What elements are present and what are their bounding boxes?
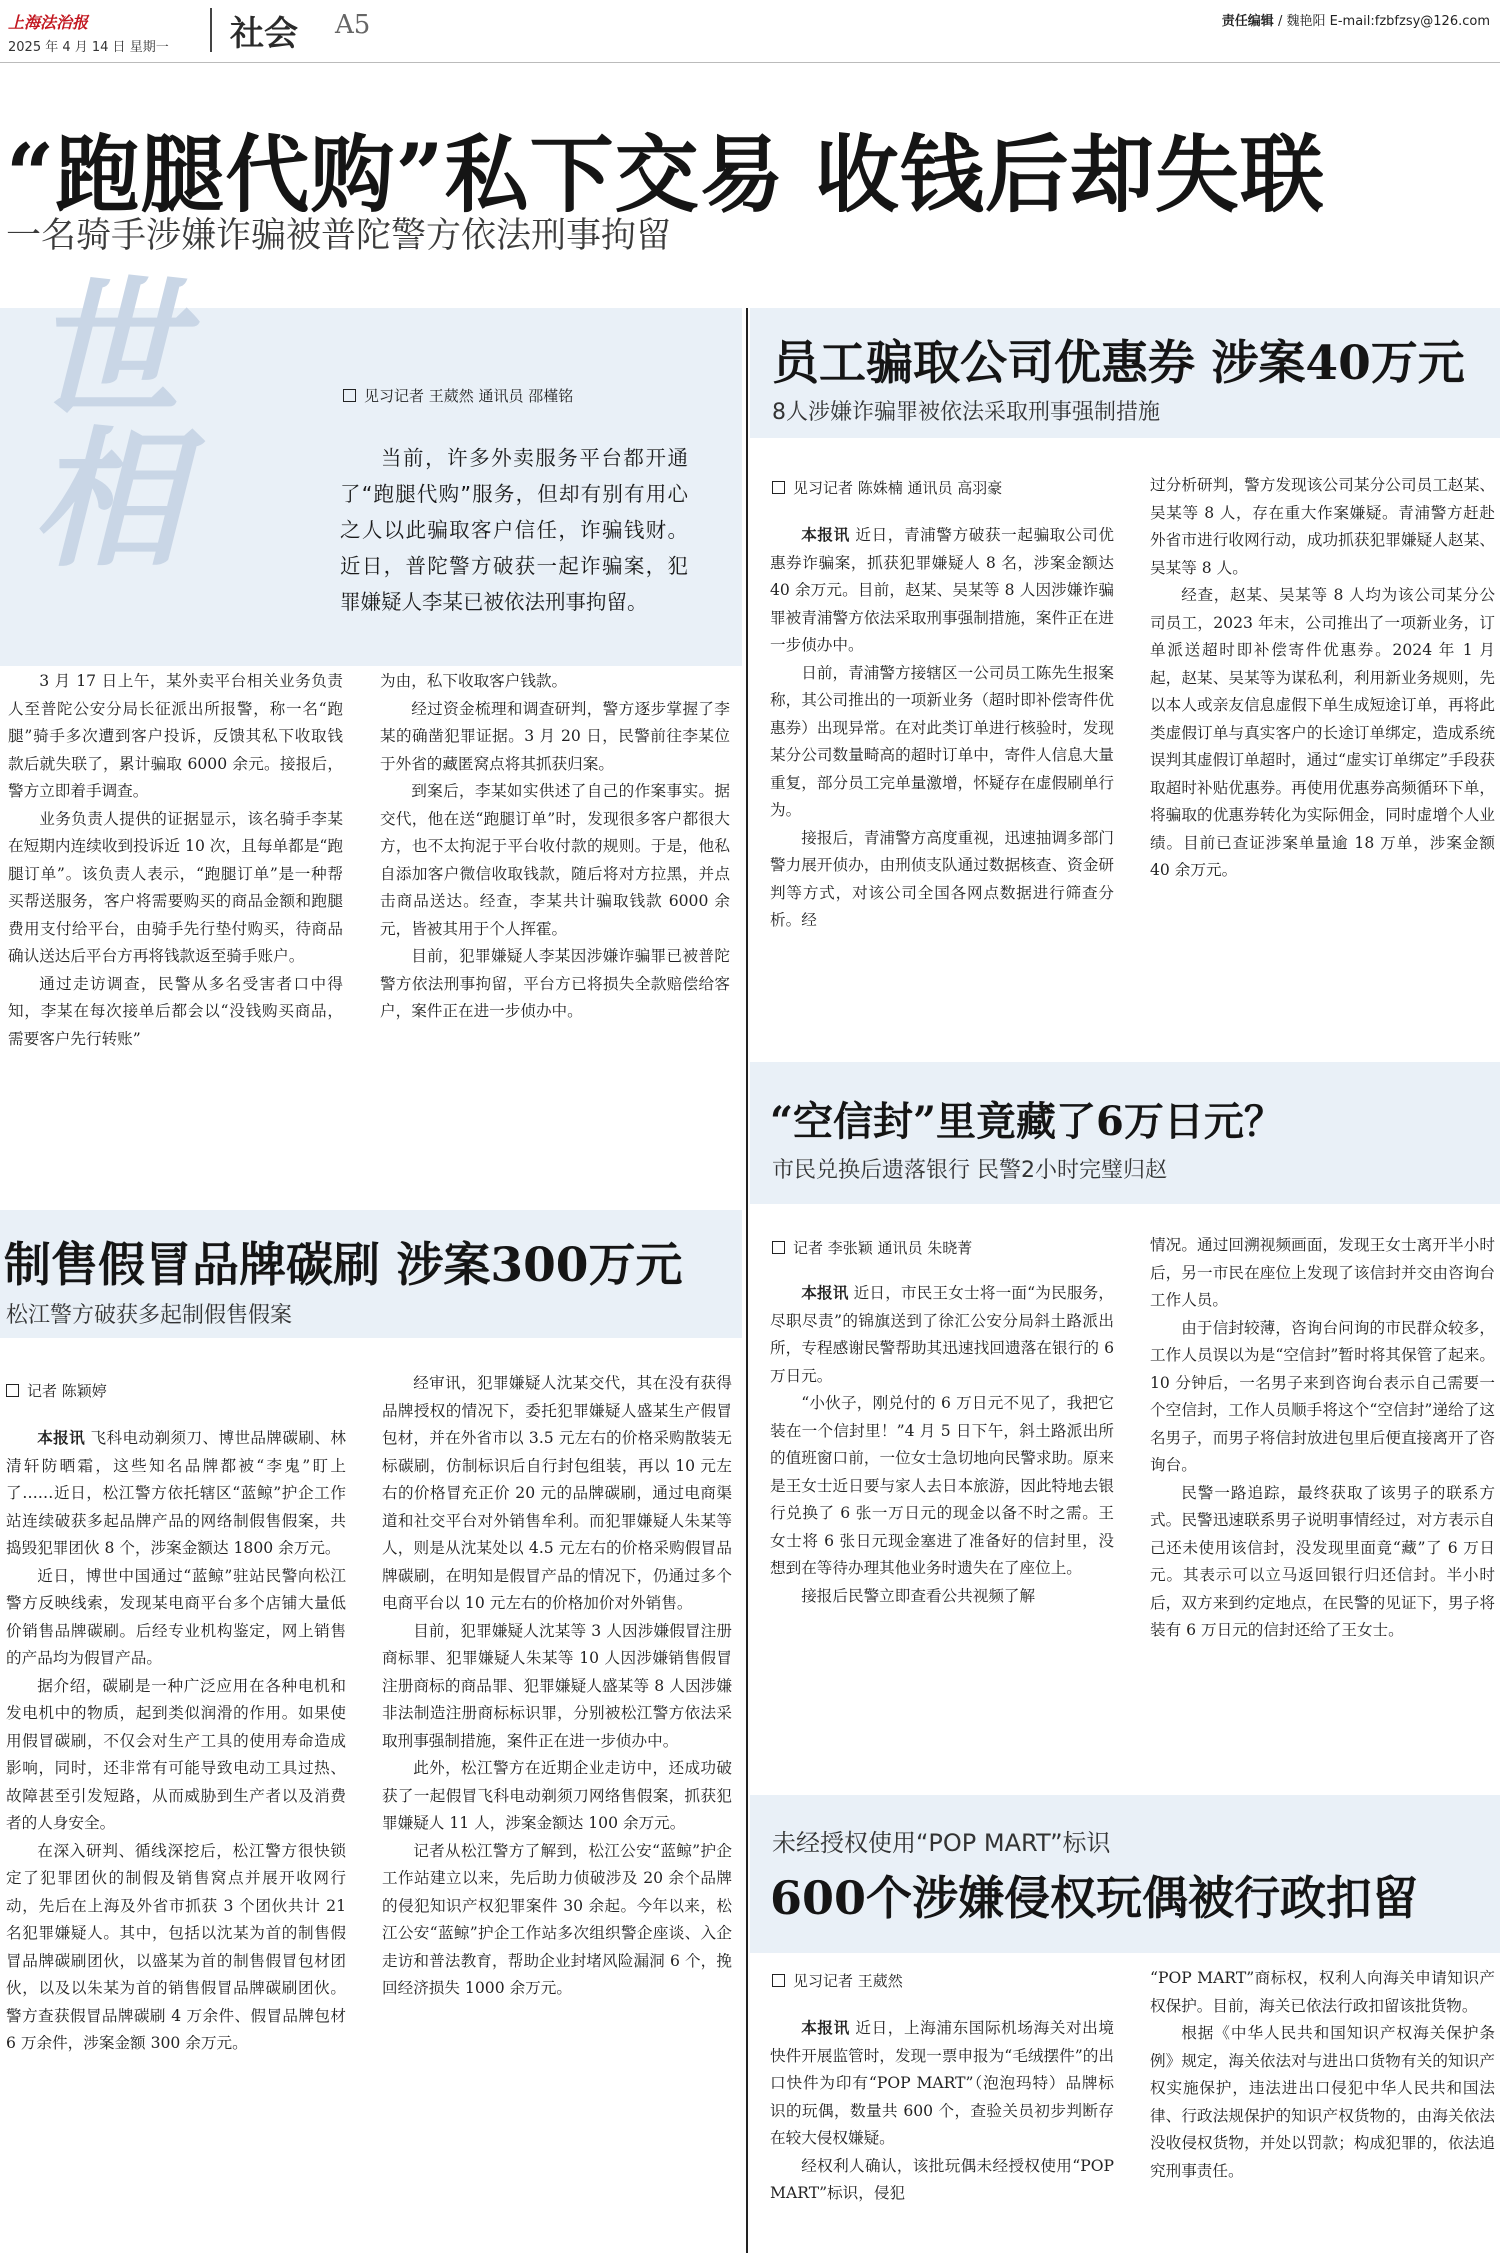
paragraph: 到案后，李某如实供述了自己的作案事实。据交代，他在送“跑腿订单”时，发现很多客户都很大方，也不太拘泥于平台收付款的规则。于是，他私自添加客户微信收取钱款，随后将对方拉黑，并点击商品送达。经查，李某共计骗取钱款 6000 余元，皆被其用于个人挥霍。 [380, 782, 730, 938]
byline-square-icon [772, 1974, 785, 1987]
paragraph: 经权利人确认，该批玩偶未经授权使用“POP MART”标识，侵犯 [770, 2156, 1114, 2202]
coupon-column-1 [770, 522, 1114, 1012]
coupon-subhead: 8人涉嫌诈骗罪被依法采取刑事强制措施 [772, 400, 1160, 425]
lead-byline: 见习记者 王葳然 通讯员 邵槿铭 [343, 385, 573, 406]
paragraph: 情况。通过回溯视频画面，发现王女士离开半小时后，另一市民在座位上发现了该信封并交由咨询台工作人员。 [1150, 1236, 1495, 1309]
paragraph: 由于信封较薄，咨询台问询的市民群众较多，工作人员误以为是“空信封”暂时将其保管了起来。10 分钟后，一名男子来到咨询台表示自己需要一个空信封，工作人员顺手将这个“空信封”递给了这名男子，而男子将信封放进包里后便直接离开了咨询台。 [1150, 1318, 1495, 1474]
column-divider [746, 308, 748, 2253]
section-name: 社会 [230, 14, 298, 54]
paragraph: 本报讯 近日，上海浦东国际机场海关对出境快件开展监管时，发现一票申报为“毛绒摆件”的出口快件为印有“POP MART”（泡泡玛特）品牌标识的玩偶，数量共 600 个，查验关员初步判断存在较大侵权嫌疑。 [770, 2019, 1114, 2147]
brushes-byline: 记者 陈颖婷 [6, 1380, 107, 1401]
paragraph: 近日，博世中国通过“蓝鲸”驻站民警向松江警方反映线索，发现某电商平台多个店铺大量低价销售品牌碳刷。后经专业机构鉴定，网上销售的产品均为假冒产品。 [6, 1566, 346, 1667]
section-watermark: 世相 [6, 270, 182, 570]
paper-name: 上海法治报 [8, 13, 89, 32]
popmart-headline: 600个涉嫌侵权玩偶被行政扣留 [770, 1871, 1419, 1925]
paragraph: 接报后民警立即查看公共视频了解 [801, 1586, 1036, 1605]
masthead-rule [0, 62, 1500, 63]
paragraph: 通过走访调查，民警从多名受害者口中得知，李某在每次接单后都会以“没钱购买商品，需要客户先行转账” [8, 974, 343, 1048]
lead-headline: “跑腿代购”私下交易 收钱后却失联 [6, 125, 1325, 224]
envelope-column-1 [770, 1280, 1114, 1750]
paragraph: 经查，赵某、吴某等 8 人均为该公司某分公司员工，2023 年末，公司推出了一项新业务，订单派送超时即补偿寄件优惠券。2024 年 1 月起，赵某、吴某等为谋私利，利用新业务规则，先以本人或亲友信息虚假下单生成短途订单，再将此类虚假订单与真实客户的长途订单绑定，造成系统误判其虚假订单超时，通过“虚实订单绑定”手段获取超时补贴优惠券。再使用优惠券高频循环下单，将骗取的优惠券转化为实际佣金，同时虚增个人业绩。目前已查证涉案单量逾 18 万单，涉案金额 40 余万元。 [1150, 586, 1495, 879]
envelope-byline: 记者 李张颖 通讯员 朱晓菁 [772, 1237, 972, 1258]
byline-square-icon [6, 1384, 19, 1397]
lead-subhead: 一名骑手涉嫌诈骗被普陀警方依法刑事拘留 [6, 216, 672, 256]
envelope-subhead: 市民兑换后遗落银行 民警2小时完璧归赵 [772, 1158, 1167, 1183]
paragraph: 民警一路追踪，最终获取了该男子的联系方式。民警迅速联系男子说明事情经过，对方表示自己还未使用该信封，没发现里面竟“藏”了 6 万日元。其表示可以立马返回银行归还信封。半小时后，双方来到约定地点，在民警的见证下，男子将装有 6 万日元的信封还给了王女士。 [1150, 1483, 1495, 1639]
paragraph: 经审讯，犯罪嫌疑人沈某交代，其在没有获得品牌授权的情况下，委托犯罪嫌疑人盛某生产假冒包材，并在外省市以 3.5 元左右的价格采购散装无标碳刷，仿制标识后自行封包组装，再以 10 元左右的价格冒充正价 20 元的品牌碳刷，通过电商渠道和社交平台对外销售牟利。而犯罪嫌疑人朱某等人，则是从沈某处以 4.5 元左右的价格采购假冒品牌碳刷，在明知是假冒产品的情况下，仍通过多个电商平台以 10 元左右的价格加价对外销售。 [382, 1374, 732, 1612]
popmart-kicker: 未经授权使用“POP MART”标识 [772, 1829, 1111, 1857]
brushes-headline: 制售假冒品牌碳刷 涉案300万元 [4, 1238, 683, 1293]
masthead-divider [210, 8, 212, 52]
paragraph: 3 月 17 日上午，某外卖平台相关业务负责人至普陀公安分局长征派出所报警，称一名“跑腿”骑手多次遭到客户投诉，反馈其私下收取钱款后就失联了，累计骗取 6000 余元。接报后，警方立即着手调查。 [8, 672, 343, 800]
popmart-column-2 [1150, 1965, 1495, 2251]
coupon-byline: 见习记者 陈姝楠 通讯员 高羽豪 [772, 477, 1002, 498]
paragraph: 过分析研判，警方发现该公司某分公司员工赵某、吴某等 8 人，存在重大作案嫌疑。青浦警方赶赴外省市进行收网行动，成功抓获犯罪嫌疑人赵某、吴某等 8 人。 [1150, 476, 1495, 577]
paragraph: 本报讯 近日，市民王女士将一面“为民服务，尽职尽责”的锦旗送到了徐汇公安分局斜土路派出所，专程感谢民警帮助其迅速找回遗落在银行的 6 万日元。 [770, 1284, 1114, 1385]
paragraph: 为由，私下收取客户钱款。 [380, 672, 568, 690]
paragraph: 日前，青浦警方接辖区一公司员工陈先生报案称，其公司推出的一项新业务（超时即补偿寄件优惠券）出现异常。在对此类订单进行核验时，发现某分公司数量畸高的超时订单中，寄件人信息大量重复，部分员工完单量激增，怀疑存在虚假刷单行为。 [770, 663, 1114, 819]
coupon-headline: 员工骗取公司优惠券 涉案40万元 [772, 336, 1465, 391]
paragraph: 记者从松江警方了解到，松江公安“蓝鲸”护企工作站建立以来，先后助力侦破涉及 20 余个品牌的侵犯知识产权犯罪案件 30 余起。今年以来，松江公安“蓝鲸”护企工作站多次组织警企座谈、入企走访和普法教育，帮助企业封堵风险漏洞 6 个，挽回经济损失 1000 余万元。 [382, 1841, 732, 1997]
byline-square-icon [772, 481, 785, 494]
lead-intro: 当前，许多外卖服务平台都开通了“跑腿代购”服务，但却有别有用心之人以此骗取客户信任，诈骗钱财。近日，普陀警方破获一起诈骗案，犯罪嫌疑人李某已被依法刑事拘留。 [340, 446, 688, 614]
paragraph: “POP MART”商标权，权利人向海关申请知识产权保护。目前，海关已依法行政扣留该批货物。 [1150, 1969, 1495, 2015]
lead-column-2 [380, 668, 730, 1148]
envelope-headline: “空信封”里竟藏了6万日元？ [770, 1098, 1284, 1145]
paragraph: 根据《中华人民共和国知识产权海关保护条例》规定，海关依法对与进出口货物有关的知识产权实施保护，违法进出口侵犯中华人民共和国法律、行政法规保护的知识产权货物的，由海关依法没收侵权货物，并处以罚款；构成犯罪的，依法追究刑事责任。 [1150, 2024, 1495, 2180]
popmart-column-1 [770, 2015, 1114, 2251]
editor-label: 责任编辑 [1221, 14, 1274, 29]
popmart-byline: 见习记者 王葳然 [772, 1970, 903, 1991]
dateline: 本报讯 [801, 1284, 849, 1302]
paragraph: 经过资金梳理和调查研判，警方逐步掌握了李某的确凿犯罪证据。3 月 20 日，民警前往李某位于外省的藏匿窝点将其抓获归案。 [380, 699, 730, 773]
byline-square-icon [343, 389, 356, 402]
brushes-column-2 [382, 1370, 732, 2251]
lead-column-1 [8, 668, 343, 1148]
paragraph: 业务负责人提供的证据显示，该名骑手李某在短期内连续收到投诉近 10 次，且每单都是“跑腿订单”。该负责人表示，“跑腿订单”是一种帮买帮送服务，客户将需要购买的商品金额和跑腿费用支付给平台，由骑手先行垫付购买，待商品确认送达后平台方再将钱款返至骑手账户。 [8, 809, 343, 965]
coupon-column-2 [1150, 472, 1495, 1012]
brushes-column-1 [6, 1425, 346, 2251]
envelope-column-2 [1150, 1232, 1495, 1750]
paragraph: “小伙子，刚兑付的 6 万日元不见了，我把它装在一个信封里！”4 月 5 日下午，斜土路派出所的值班窗口前，一位女士急切地向民警求助。原来是王女士近日要与家人去日本旅游，因此特地去银行兑换了 6 张一万日元的现金以备不时之需。王女士将 6 张日元现金塞进了准备好的信封里，没想到在等待办理其他业务时遗失在了座位上。 [770, 1394, 1114, 1577]
editor-email: E-mail:fzbfzsy@126.com [1329, 14, 1490, 29]
byline-square-icon [772, 1241, 785, 1254]
paragraph: 本报讯 近日，青浦警方破获一起骗取公司优惠券诈骗案，抓获犯罪嫌疑人 8 名，涉案金额达 40 余万元。目前，赵某、吴某等 8 人因涉嫌诈骗罪被青浦警方依法采取刑事强制措施，案件正在进一步侦办中。 [770, 526, 1114, 654]
dateline: 本报讯 [801, 526, 850, 544]
paragraph: 此外，松江警方在近期企业走访中，还成功破获了一起假冒飞科电动剃须刀网络售假案，抓获犯罪嫌疑人 11 人，涉案金额达 100 余万元。 [382, 1759, 732, 1832]
paragraph: 接报后，青浦警方高度重视，迅速抽调多部门警力展开侦办，由刑侦支队通过数据核查、资金研判等方式，对该公司全国各网点数据进行筛查分析。经 [770, 828, 1114, 929]
page-number: A5 [335, 10, 371, 40]
paragraph: 目前，犯罪嫌疑人沈某等 3 人因涉嫌假冒注册商标罪、犯罪嫌疑人朱某等 10 人因涉嫌销售假冒注册商标的商品罪、犯罪嫌疑人盛某等 8 人因涉嫌非法制造注册商标标识罪，分别被松江警方依法采取刑事强制措施，案件正在进一步侦办中。 [382, 1621, 732, 1750]
paragraph: 在深入研判、循线深挖后，松江警方很快锁定了犯罪团伙的制假及销售窝点并展开收网行动，先后在上海及外省市抓获 3 个团伙共计 21 名犯罪嫌疑人。其中，包括以沈某为首的制售假冒品牌碳刷团伙，以盛某为首的制售假冒包材团伙，以及以朱某为首的销售假冒品牌碳刷团伙。警方查获假冒品牌碳刷 4 万余件、假冒品牌包材 6 万余件，涉案金额 300 余万元。 [6, 1841, 346, 2052]
issue-date: 2025 年 4 月 14 日 星期一 [8, 40, 169, 55]
paragraph: 本报讯 飞科电动剃须刀、博世品牌碳刷、林清轩防晒霜，这些知名品牌都被“李鬼”盯上了……近日，松江警方依托辖区“蓝鲸”护企工作站连续破获多起品牌产品的网络制假售假案，共捣毁犯罪团伙 8 个，涉案金额达 1800 余万元。 [6, 1429, 346, 1557]
paragraph: 目前，犯罪嫌疑人李某因涉嫌诈骗罪已被普陀警方依法刑事拘留，平台方已将损失全款赔偿给客户，案件正在进一步侦办中。 [380, 947, 730, 1020]
editor-name: 魏艳阳 [1286, 14, 1326, 29]
brushes-subhead: 松江警方破获多起制假售假案 [6, 1303, 293, 1328]
paragraph: 据介绍，碳刷是一种广泛应用在各种电机和发电机中的物质，起到类似润滑的作用。如果使用假冒碳刷，不仅会对生产工具的使用寿命造成影响，同时，还非常有可能导致电动工具过热、故障甚至引发短路，从而威胁到生产者以及消费者的人身安全。 [6, 1676, 346, 1832]
dateline: 本报讯 [801, 2019, 850, 2037]
dateline: 本报讯 [37, 1429, 86, 1447]
editor-line: 责任编辑 / 魏艳阳 E-mail:fzbfzsy@126.com [1221, 14, 1490, 29]
